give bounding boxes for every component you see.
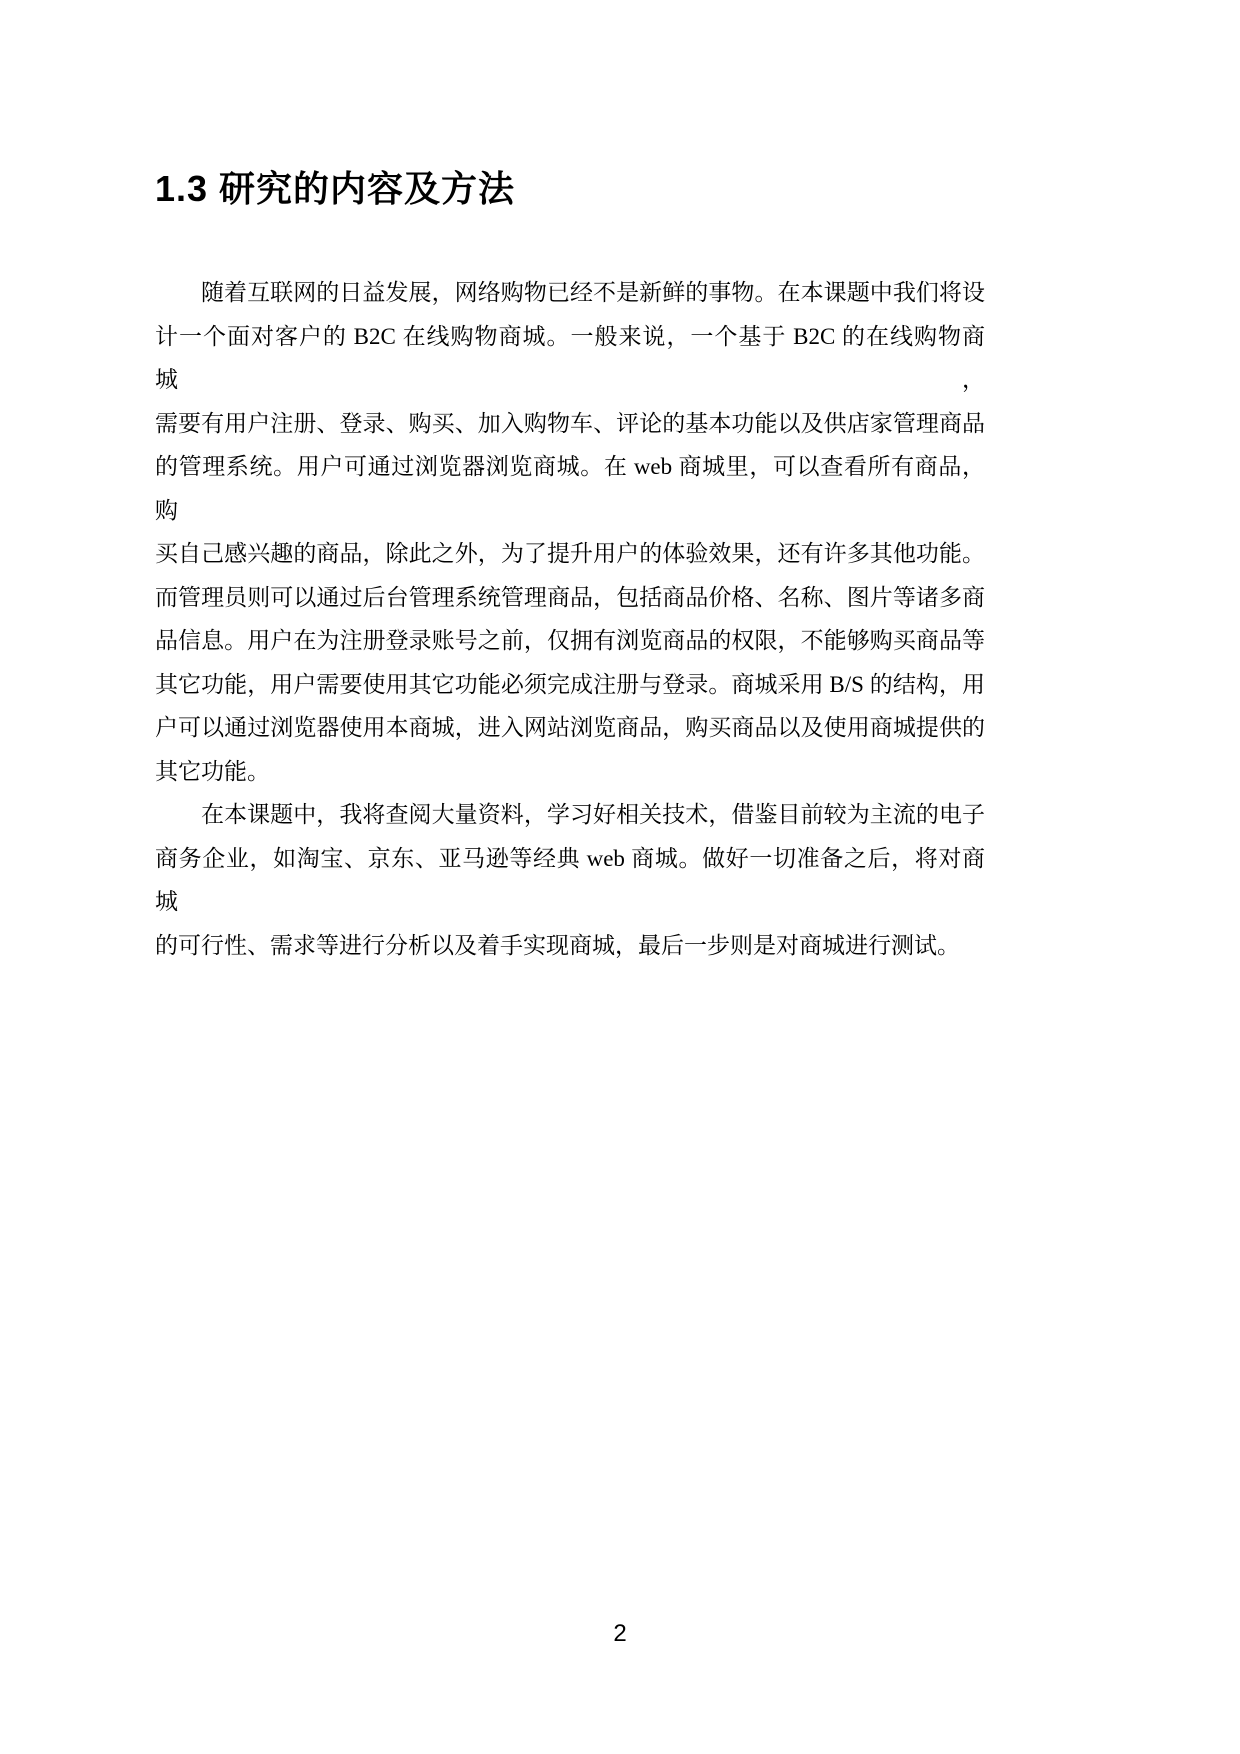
body-line: 的管理系统。用户可通过浏览器浏览商城。在 web 商城里，可以查看所有商品，购 [155,454,985,523]
body-line: 其它功能，用户需要使用其它功能必须完成注册与登录。商城采用 B/S 的结构，用 [155,671,985,697]
body-line: 商务企业，如淘宝、京东、亚马逊等经典 web 商城。做好一切准备之后，将对商城 [155,845,985,914]
body-line: 随着互联网的日益发展，网络购物已经不是新鲜的事物。在本课题中我们将设 [201,280,985,305]
body-line: 品信息。用户在为注册登录账号之前，仅拥有浏览商品的权限，不能够购买商品等 [155,628,985,653]
body-line: 买自己感兴趣的商品，除此之外，为了提升用户的体验效果，还有许多其他功能。 [155,541,985,566]
body-line: 需要有用户注册、登录、购买、加入购物车、评论的基本功能以及供店家管理商品 [155,410,985,436]
page-number: 2 [613,1620,627,1647]
body-line: 其它功能。 [155,758,270,784]
body-line: 而管理员则可以通过后台管理系统管理商品，包括商品价格、名称、图片等诸多商 [155,584,985,610]
body-line: 户可以通过浏览器使用本商城，进入网站浏览商品，购买商品以及使用商城提供的 [155,715,985,740]
body-text [155,271,985,967]
section-heading: 1.3 研究的内容及方法 [155,168,516,209]
page-footer [0,1620,1240,1648]
body-line: 在本课题中，我将查阅大量资料，学习好相关技术，借鉴目前较为主流的电子 [201,802,985,827]
body-line: 计一个面对客户的 B2C 在线购物商城。一般来说，一个基于 B2C 的在线购物商城， [155,323,985,392]
body-line: 的可行性、需求等进行分析以及着手实现商城，最后一步则是对商城进行测试。 [155,932,960,958]
